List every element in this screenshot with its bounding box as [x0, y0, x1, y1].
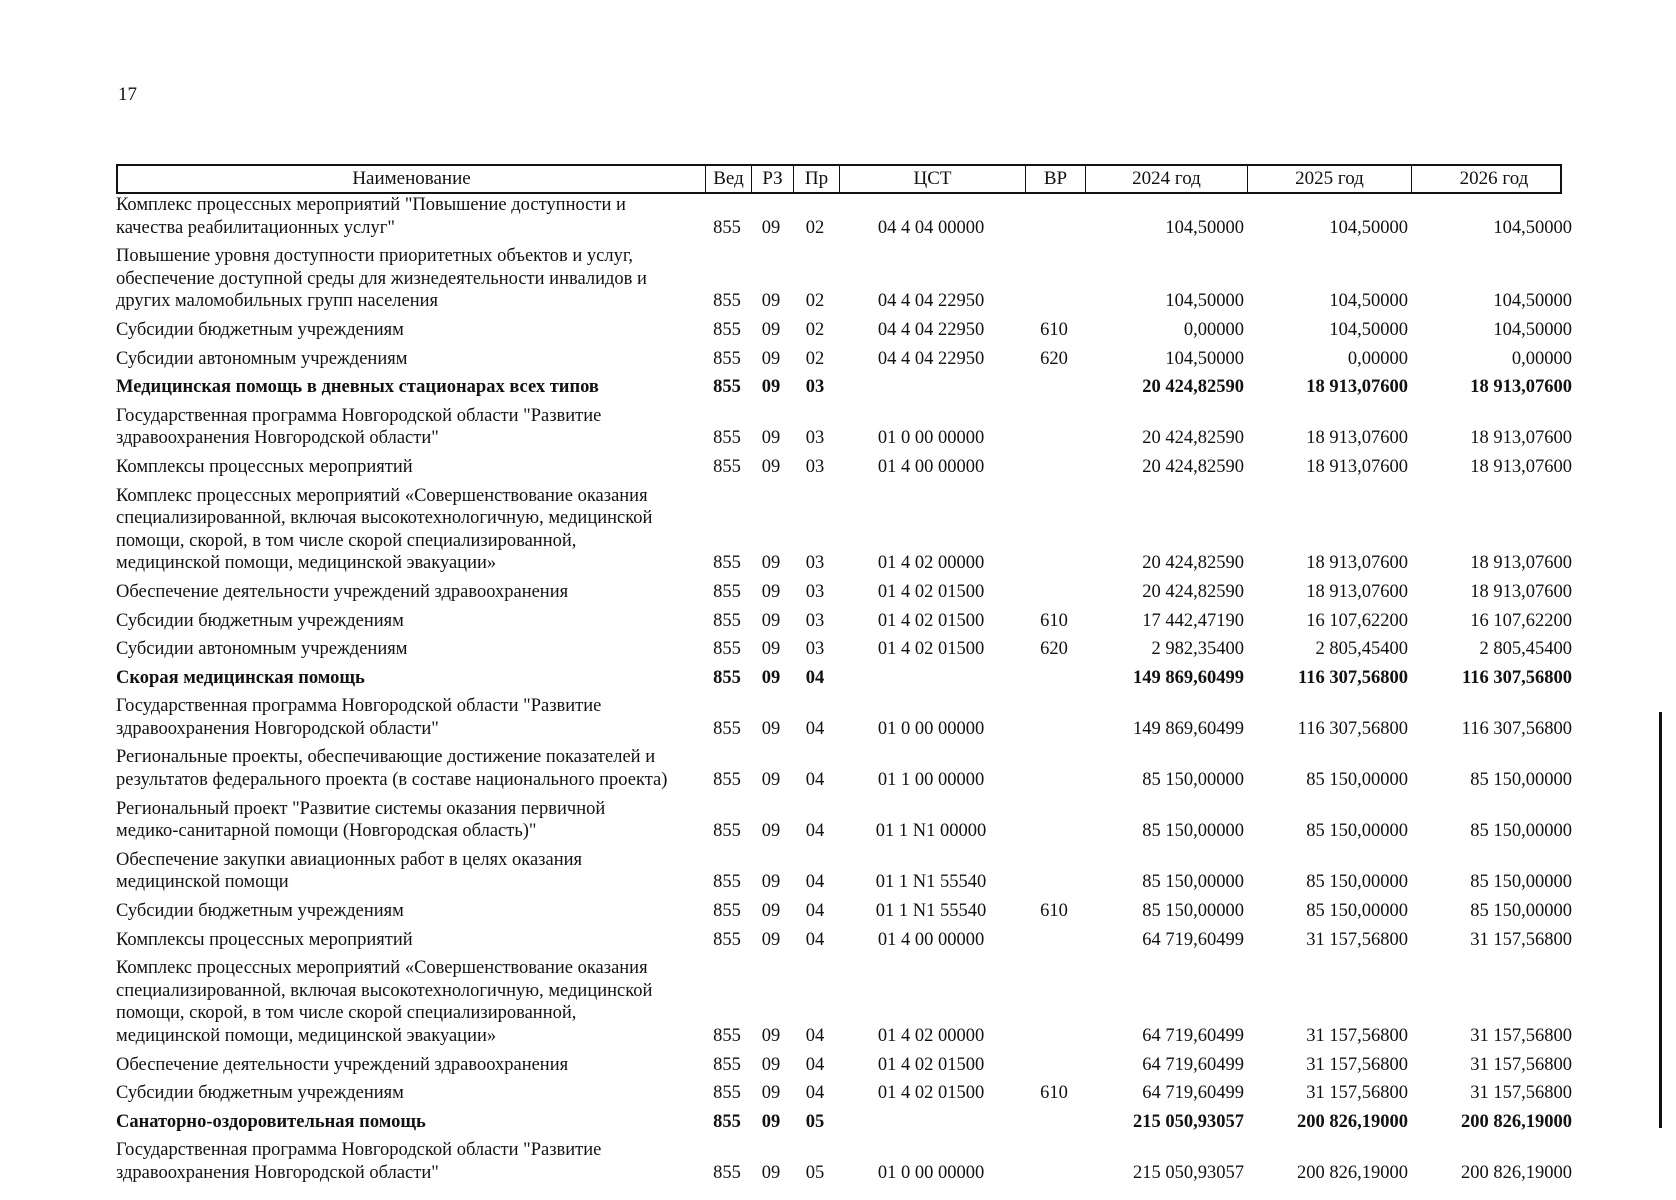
table-row [116, 456, 1572, 485]
cell-ved: 855 [713, 610, 741, 631]
cell-2024: 2 982,35400 [1151, 639, 1244, 660]
cell-2025: 31 157,56800 [1306, 929, 1408, 950]
cell-2025: 85 150,00000 [1306, 872, 1408, 893]
cell-2024: 215 050,93057 [1133, 1111, 1244, 1132]
cell-rz: 09 [761, 901, 781, 922]
cell-rz: 09 [761, 1162, 781, 1183]
table-row [116, 376, 1572, 405]
cell-name: Скорая медицинская помощь [116, 667, 365, 688]
cell-pr: 04 [805, 1026, 825, 1046]
cell-pr: 03 [805, 377, 825, 398]
cell-vr: 610 [1040, 610, 1068, 631]
cell-2026: 31 157,56800 [1470, 929, 1572, 950]
cell-2025: 16 107,62200 [1306, 610, 1408, 631]
cell-cst: 04 4 04 22950 [877, 348, 985, 369]
cell-cst: 04 4 04 22950 [877, 291, 985, 312]
cell-2025: 85 150,00000 [1306, 901, 1408, 922]
cell-name: Комплексы процессных мероприятий [116, 456, 413, 477]
cell-cst: 04 4 04 22950 [877, 319, 985, 340]
cell-name: Комплекс процессных мероприятий "Повышение доступности и качества реабилитационных услуг" [116, 195, 626, 238]
table-row [116, 900, 1572, 929]
cell-2024: 85 150,00000 [1142, 770, 1244, 791]
table-row [116, 849, 1572, 900]
table-row [116, 746, 1572, 797]
cell-cst: 01 1 00 00000 [877, 770, 985, 791]
header-2026: 2026 год [1459, 168, 1529, 189]
cell-2025: 85 150,00000 [1306, 821, 1408, 842]
cell-ved: 855 [713, 639, 741, 660]
cell-2024: 17 442,47190 [1142, 610, 1244, 631]
cell-cst: 01 0 00 00000 [877, 718, 985, 739]
cell-2025: 200 826,19000 [1297, 1162, 1408, 1183]
cell-2026: 104,50000 [1493, 291, 1572, 312]
cell-2026: 31 157,56800 [1470, 1083, 1572, 1104]
cell-2024: 149 869,60499 [1133, 718, 1244, 739]
cell-2026: 116 307,56800 [1461, 718, 1572, 739]
header-pr: Пр [794, 166, 840, 192]
table-row [116, 957, 1572, 1053]
cell-vr: 610 [1040, 319, 1068, 340]
cell-ved: 855 [713, 217, 741, 238]
cell-ved: 855 [713, 377, 741, 398]
cell-name: Субсидии бюджетным учреждениям [116, 901, 404, 922]
cell-2024: 20 424,82590 [1142, 428, 1244, 449]
cell-2025: 18 913,07600 [1306, 553, 1408, 574]
cell-2025: 18 913,07600 [1306, 456, 1408, 477]
table-row [116, 638, 1572, 667]
cell-2026: 18 913,07600 [1470, 553, 1572, 574]
cell-name: Медицинская помощь в дневных стационарах всех типов [116, 377, 599, 398]
cell-rz: 09 [761, 319, 781, 340]
table-row [116, 485, 1572, 581]
table-row [116, 798, 1572, 849]
cell-name: Повышение уровня доступности приоритетных объектов и услуг, обеспечение доступной среды для жизнедеятельности инвалидов и других маломобильных групп населения [116, 246, 647, 312]
page-number: 17 [118, 84, 137, 105]
table-body [116, 194, 1572, 1191]
cell-2026: 104,50000 [1493, 217, 1572, 238]
cell-2025: 104,50000 [1329, 291, 1408, 312]
header-vr: ВР [1026, 166, 1086, 192]
cell-2024: 20 424,82590 [1142, 377, 1244, 398]
cell-rz: 09 [761, 553, 781, 574]
cell-pr: 04 [805, 872, 825, 893]
cell-2025: 200 826,19000 [1297, 1111, 1408, 1132]
cell-rz: 09 [761, 377, 781, 398]
cell-pr: 04 [805, 770, 825, 791]
cell-name: Санаторно-оздоровительная помощь [116, 1111, 426, 1132]
cell-rz: 09 [761, 1026, 781, 1046]
header-ved: Вед [706, 166, 752, 192]
cell-2025: 18 913,07600 [1306, 377, 1408, 398]
cell-name: Комплекс процессных мероприятий «Совершенствование оказания специализированной, включая высокотехнологичную, медицинской помощи, скорой, в том числе скорой специализированной, медицинской помощи, медицинской эвакуации» [116, 485, 653, 574]
cell-2025: 2 805,45400 [1315, 639, 1408, 660]
cell-ved: 855 [713, 718, 741, 739]
cell-2024: 85 150,00000 [1142, 901, 1244, 922]
cell-2026: 18 913,07600 [1470, 428, 1572, 449]
cell-2024: 64 719,60499 [1142, 929, 1244, 950]
header-2024: 2024 год [1086, 166, 1248, 192]
cell-rz: 09 [761, 872, 781, 893]
cell-ved: 855 [713, 581, 741, 602]
cell-pr: 03 [805, 581, 825, 602]
cell-ved: 855 [713, 1083, 741, 1104]
table-row [116, 1054, 1572, 1083]
cell-vr: 610 [1040, 1083, 1068, 1104]
cell-ved: 855 [713, 291, 741, 312]
cell-rz: 09 [761, 821, 781, 842]
cell-name: Региональный проект "Развитие системы оказания первичной медико-санитарной помощи (Новгородская область)" [116, 798, 606, 842]
cell-name: Субсидии автономным учреждениям [116, 639, 408, 660]
cell-2026: 200 826,19000 [1461, 1111, 1572, 1132]
cell-pr: 04 [805, 1083, 825, 1104]
cell-2024: 85 150,00000 [1142, 821, 1244, 842]
cell-2024: 85 150,00000 [1142, 872, 1244, 893]
cell-name: Государственная программа Новгородской области "Развитие здравоохранения Новгородской области" [116, 696, 602, 739]
cell-cst: 01 1 N1 55540 [875, 872, 987, 893]
cell-name: Комплексы процессных мероприятий [116, 929, 413, 950]
cell-2025: 18 913,07600 [1306, 581, 1408, 602]
cell-name: Субсидии автономным учреждениям [116, 348, 408, 369]
cell-2024: 20 424,82590 [1142, 581, 1244, 602]
cell-2024: 0,00000 [1183, 319, 1244, 340]
cell-2024: 104,50000 [1165, 348, 1244, 369]
cell-cst: 01 4 02 01500 [877, 1054, 985, 1075]
cell-rz: 09 [761, 1111, 781, 1132]
cell-2026: 200 826,19000 [1461, 1162, 1572, 1183]
cell-ved: 855 [713, 553, 741, 574]
cell-ved: 855 [713, 901, 741, 922]
cell-2024: 64 719,60499 [1142, 1083, 1244, 1104]
header-name: Наименование [118, 166, 706, 192]
cell-rz: 09 [761, 428, 781, 449]
cell-cst: 01 1 N1 00000 [875, 821, 987, 842]
cell-2026: 0,00000 [1511, 348, 1572, 369]
table-row [116, 667, 1572, 696]
cell-2025: 0,00000 [1347, 348, 1408, 369]
cell-2026: 85 150,00000 [1470, 872, 1572, 893]
header-2025: 2025 год [1248, 166, 1412, 192]
cell-pr: 02 [805, 319, 825, 340]
edge-rule [1659, 712, 1662, 1128]
cell-rz: 09 [761, 667, 781, 688]
cell-ved: 855 [713, 821, 741, 842]
cell-cst: 01 0 00 00000 [877, 1162, 985, 1183]
cell-cst: 01 4 02 00000 [877, 1026, 985, 1046]
cell-2026: 18 913,07600 [1470, 456, 1572, 477]
cell-2026: 104,50000 [1493, 319, 1572, 340]
cell-rz: 09 [761, 718, 781, 739]
cell-2026: 18 913,07600 [1470, 581, 1572, 602]
cell-name: Комплекс процессных мероприятий «Совершенствование оказания специализированной, включая высокотехнологичную, медицинской помощи, скорой, в том числе скорой специализированной, медицинской помощи, медицинской эвакуации» [116, 958, 653, 1046]
header-cst: ЦСТ [840, 166, 1026, 192]
cell-2025: 31 157,56800 [1306, 1026, 1408, 1046]
cell-cst: 04 4 04 00000 [877, 217, 985, 238]
cell-pr: 04 [805, 901, 825, 922]
table-row [116, 610, 1572, 639]
cell-2024: 104,50000 [1165, 291, 1244, 312]
cell-cst: 01 4 02 01500 [877, 581, 985, 602]
cell-rz: 09 [761, 456, 781, 477]
cell-cst: 01 4 02 00000 [877, 553, 985, 574]
cell-name: Субсидии бюджетным учреждениям [116, 1083, 404, 1104]
table-row [116, 1111, 1572, 1140]
cell-2024: 64 719,60499 [1142, 1054, 1244, 1075]
cell-2025: 116 307,56800 [1297, 718, 1408, 739]
cell-vr: 620 [1040, 348, 1068, 369]
cell-name: Субсидии бюджетным учреждениям [116, 319, 404, 340]
cell-2026: 85 150,00000 [1470, 901, 1572, 922]
cell-pr: 05 [805, 1111, 825, 1132]
cell-cst: 01 0 00 00000 [877, 428, 985, 449]
cell-pr: 05 [805, 1162, 825, 1183]
header-rz: РЗ [752, 166, 794, 192]
cell-pr: 03 [805, 428, 825, 449]
cell-ved: 855 [713, 1111, 741, 1132]
cell-2026: 18 913,07600 [1470, 377, 1572, 398]
cell-2025: 104,50000 [1329, 217, 1408, 238]
cell-2025: 104,50000 [1329, 319, 1408, 340]
cell-cst: 01 4 00 00000 [877, 456, 985, 477]
cell-2024: 215 050,93057 [1133, 1162, 1244, 1183]
cell-name: Государственная программа Новгородской области "Развитие здравоохранения Новгородской области" [116, 405, 602, 449]
cell-cst: 01 4 02 01500 [877, 1083, 985, 1104]
cell-name: Субсидии бюджетным учреждениям [116, 610, 404, 631]
table-row [116, 1082, 1572, 1111]
cell-rz: 09 [761, 1083, 781, 1104]
cell-cst: 01 4 02 01500 [877, 639, 985, 660]
cell-name: Региональные проекты, обеспечивающие достижение показателей и результатов федерального проекта (в составе национального проекта) [116, 747, 668, 791]
cell-pr: 04 [805, 929, 825, 950]
cell-rz: 09 [761, 929, 781, 950]
cell-cst: 01 4 02 01500 [877, 610, 985, 631]
cell-ved: 855 [713, 1162, 741, 1183]
cell-pr: 02 [805, 291, 825, 312]
cell-2026: 31 157,56800 [1470, 1054, 1572, 1075]
cell-vr: 620 [1040, 639, 1068, 660]
cell-pr: 04 [805, 718, 825, 739]
cell-2024: 64 719,60499 [1142, 1026, 1244, 1046]
table-row [116, 348, 1572, 377]
cell-rz: 09 [761, 348, 781, 369]
cell-rz: 09 [761, 1054, 781, 1075]
cell-2025: 18 913,07600 [1306, 428, 1408, 449]
cell-ved: 855 [713, 667, 741, 688]
table-header [116, 164, 1562, 194]
cell-2024: 149 869,60499 [1133, 667, 1244, 688]
cell-pr: 04 [805, 821, 825, 842]
cell-ved: 855 [713, 1054, 741, 1075]
table-row [116, 929, 1572, 958]
cell-rz: 09 [761, 610, 781, 631]
cell-rz: 09 [761, 581, 781, 602]
cell-ved: 855 [713, 456, 741, 477]
cell-pr: 02 [805, 217, 825, 238]
cell-2025: 116 307,56800 [1298, 667, 1408, 688]
cell-ved: 855 [713, 872, 741, 893]
cell-rz: 09 [761, 639, 781, 660]
cell-2026: 2 805,45400 [1479, 639, 1572, 660]
cell-rz: 09 [761, 217, 781, 238]
cell-name: Обеспечение деятельности учреждений здравоохранения [116, 1054, 569, 1075]
cell-2025: 31 157,56800 [1306, 1054, 1408, 1075]
cell-ved: 855 [713, 348, 741, 369]
cell-cst: 01 1 N1 55540 [875, 901, 987, 922]
cell-2024: 20 424,82590 [1142, 456, 1244, 477]
cell-vr: 610 [1040, 901, 1068, 922]
cell-name: Обеспечение деятельности учреждений здравоохранения [116, 581, 569, 602]
cell-cst: 01 4 00 00000 [877, 929, 985, 950]
cell-ved: 855 [713, 770, 741, 791]
cell-2024: 20 424,82590 [1142, 553, 1244, 574]
cell-ved: 855 [713, 319, 741, 340]
cell-ved: 855 [713, 929, 741, 950]
cell-ved: 855 [713, 1026, 741, 1046]
budget-table [116, 164, 1572, 1191]
cell-pr: 02 [805, 348, 825, 369]
cell-name: Государственная программа Новгородской области "Развитие здравоохранения Новгородской области" [116, 1140, 602, 1183]
table-row [116, 245, 1572, 319]
cell-2026: 16 107,62200 [1470, 610, 1572, 631]
cell-pr: 03 [805, 610, 825, 631]
cell-pr: 03 [805, 553, 825, 574]
table-row [116, 1139, 1572, 1190]
cell-ved: 855 [713, 428, 741, 449]
cell-pr: 04 [805, 667, 825, 688]
cell-pr: 03 [805, 639, 825, 660]
table-row [116, 581, 1572, 610]
cell-2025: 85 150,00000 [1306, 770, 1408, 791]
cell-rz: 09 [761, 291, 781, 312]
cell-2026: 85 150,00000 [1470, 770, 1572, 791]
cell-pr: 04 [805, 1054, 825, 1075]
cell-name: Обеспечение закупки авиационных работ в целях оказания медицинской помощи [116, 849, 583, 893]
cell-2025: 31 157,56800 [1306, 1083, 1408, 1104]
cell-pr: 03 [805, 456, 825, 477]
cell-2026: 116 307,56800 [1462, 667, 1572, 688]
cell-2026: 85 150,00000 [1470, 821, 1572, 842]
table-row [116, 695, 1572, 746]
table-row [116, 194, 1572, 245]
cell-2024: 104,50000 [1165, 217, 1244, 238]
cell-2026: 31 157,56800 [1470, 1026, 1572, 1046]
table-row [116, 319, 1572, 348]
cell-rz: 09 [761, 770, 781, 791]
table-row [116, 405, 1572, 456]
